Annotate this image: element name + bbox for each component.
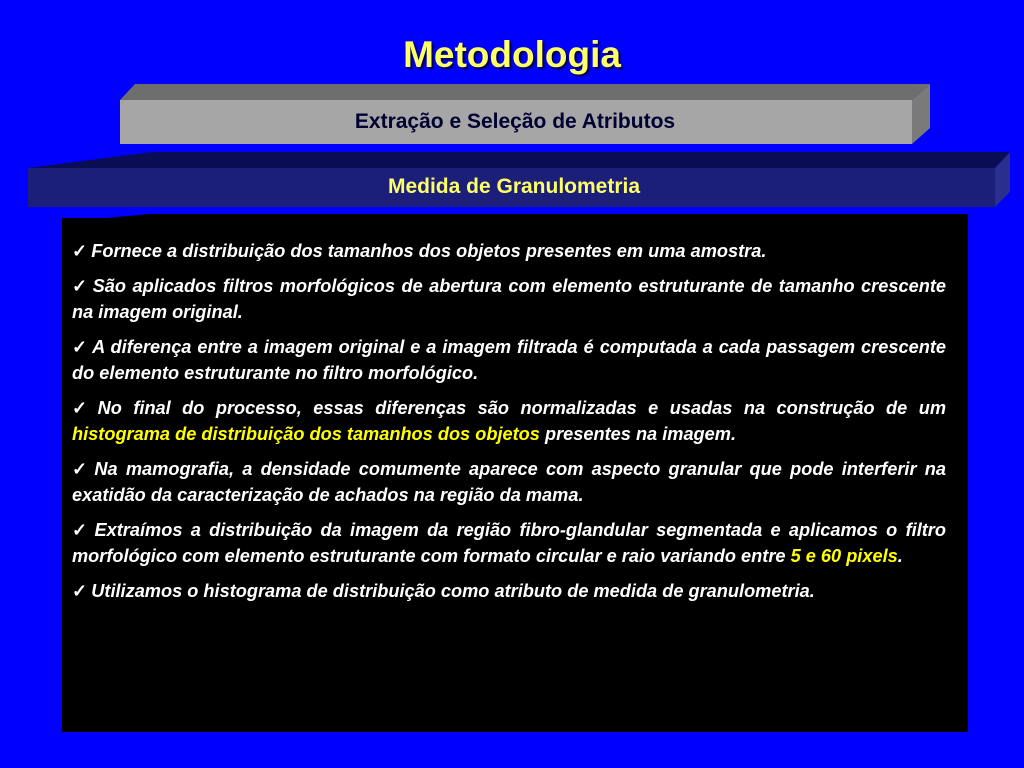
bullet-item: [72, 273, 946, 325]
bullet-text: No final do processo, essas diferenças são normalizadas e usadas na construção de um: [97, 398, 946, 418]
checkmark-icon: ✓: [72, 398, 94, 418]
content-box: [62, 218, 968, 732]
navy-band-label: Medida de Granulometria: [387, 175, 641, 198]
bullet-highlight: histograma de distribuição dos tamanhos dos objetos: [72, 424, 540, 444]
checkmark-icon: ✓: [72, 520, 91, 540]
bullet-list: [72, 238, 946, 613]
bullet-text: São aplicados filtros morfológicos de abertura com elemento estruturante de tamanho crescente na imagem original.: [72, 276, 946, 322]
bullet-item: [72, 456, 946, 508]
gray-band-label: Extração e Seleção de Atributos: [354, 110, 676, 133]
bullet-text: .: [897, 546, 903, 566]
bullet-item: [72, 334, 946, 386]
bullet-text: Na mamografia, a densidade comumente aparece com aspecto granular que pode interferir na exatidão da caracterização de achados na região da mama.: [72, 459, 946, 505]
checkmark-icon: ✓: [72, 581, 88, 601]
bullet-item: [72, 395, 946, 447]
bullet-item: [72, 517, 946, 569]
bullet-item: [72, 578, 946, 604]
checkmark-icon: ✓: [72, 337, 89, 357]
checkmark-icon: ✓: [72, 276, 89, 296]
bullet-highlight: 5 e 60 pixels: [790, 546, 898, 566]
bullet-text: presentes na imagem.: [539, 424, 737, 444]
bullet-text: Utilizamos o histograma de distribuição como atributo de medida de granulometria.: [91, 581, 815, 601]
slide-title: Metodologia: [403, 34, 621, 75]
checkmark-icon: ✓: [72, 459, 91, 479]
bullet-text: A diferença entre a imagem original e a imagem filtrada é computada a cada passagem crescente do elemento estruturante no filtro morfológico.: [72, 337, 946, 383]
bullet-item: [72, 238, 946, 264]
checkmark-icon: ✓: [72, 241, 88, 261]
bullet-text: Extraímos a distribuição da imagem da região fibro-glandular segmentada e aplicamos o filtro morfológico com elemento estruturante com formato circular e raio variando entre: [72, 520, 946, 566]
bullet-text: Fornece a distribuição dos tamanhos dos objetos presentes em uma amostra.: [91, 241, 767, 261]
